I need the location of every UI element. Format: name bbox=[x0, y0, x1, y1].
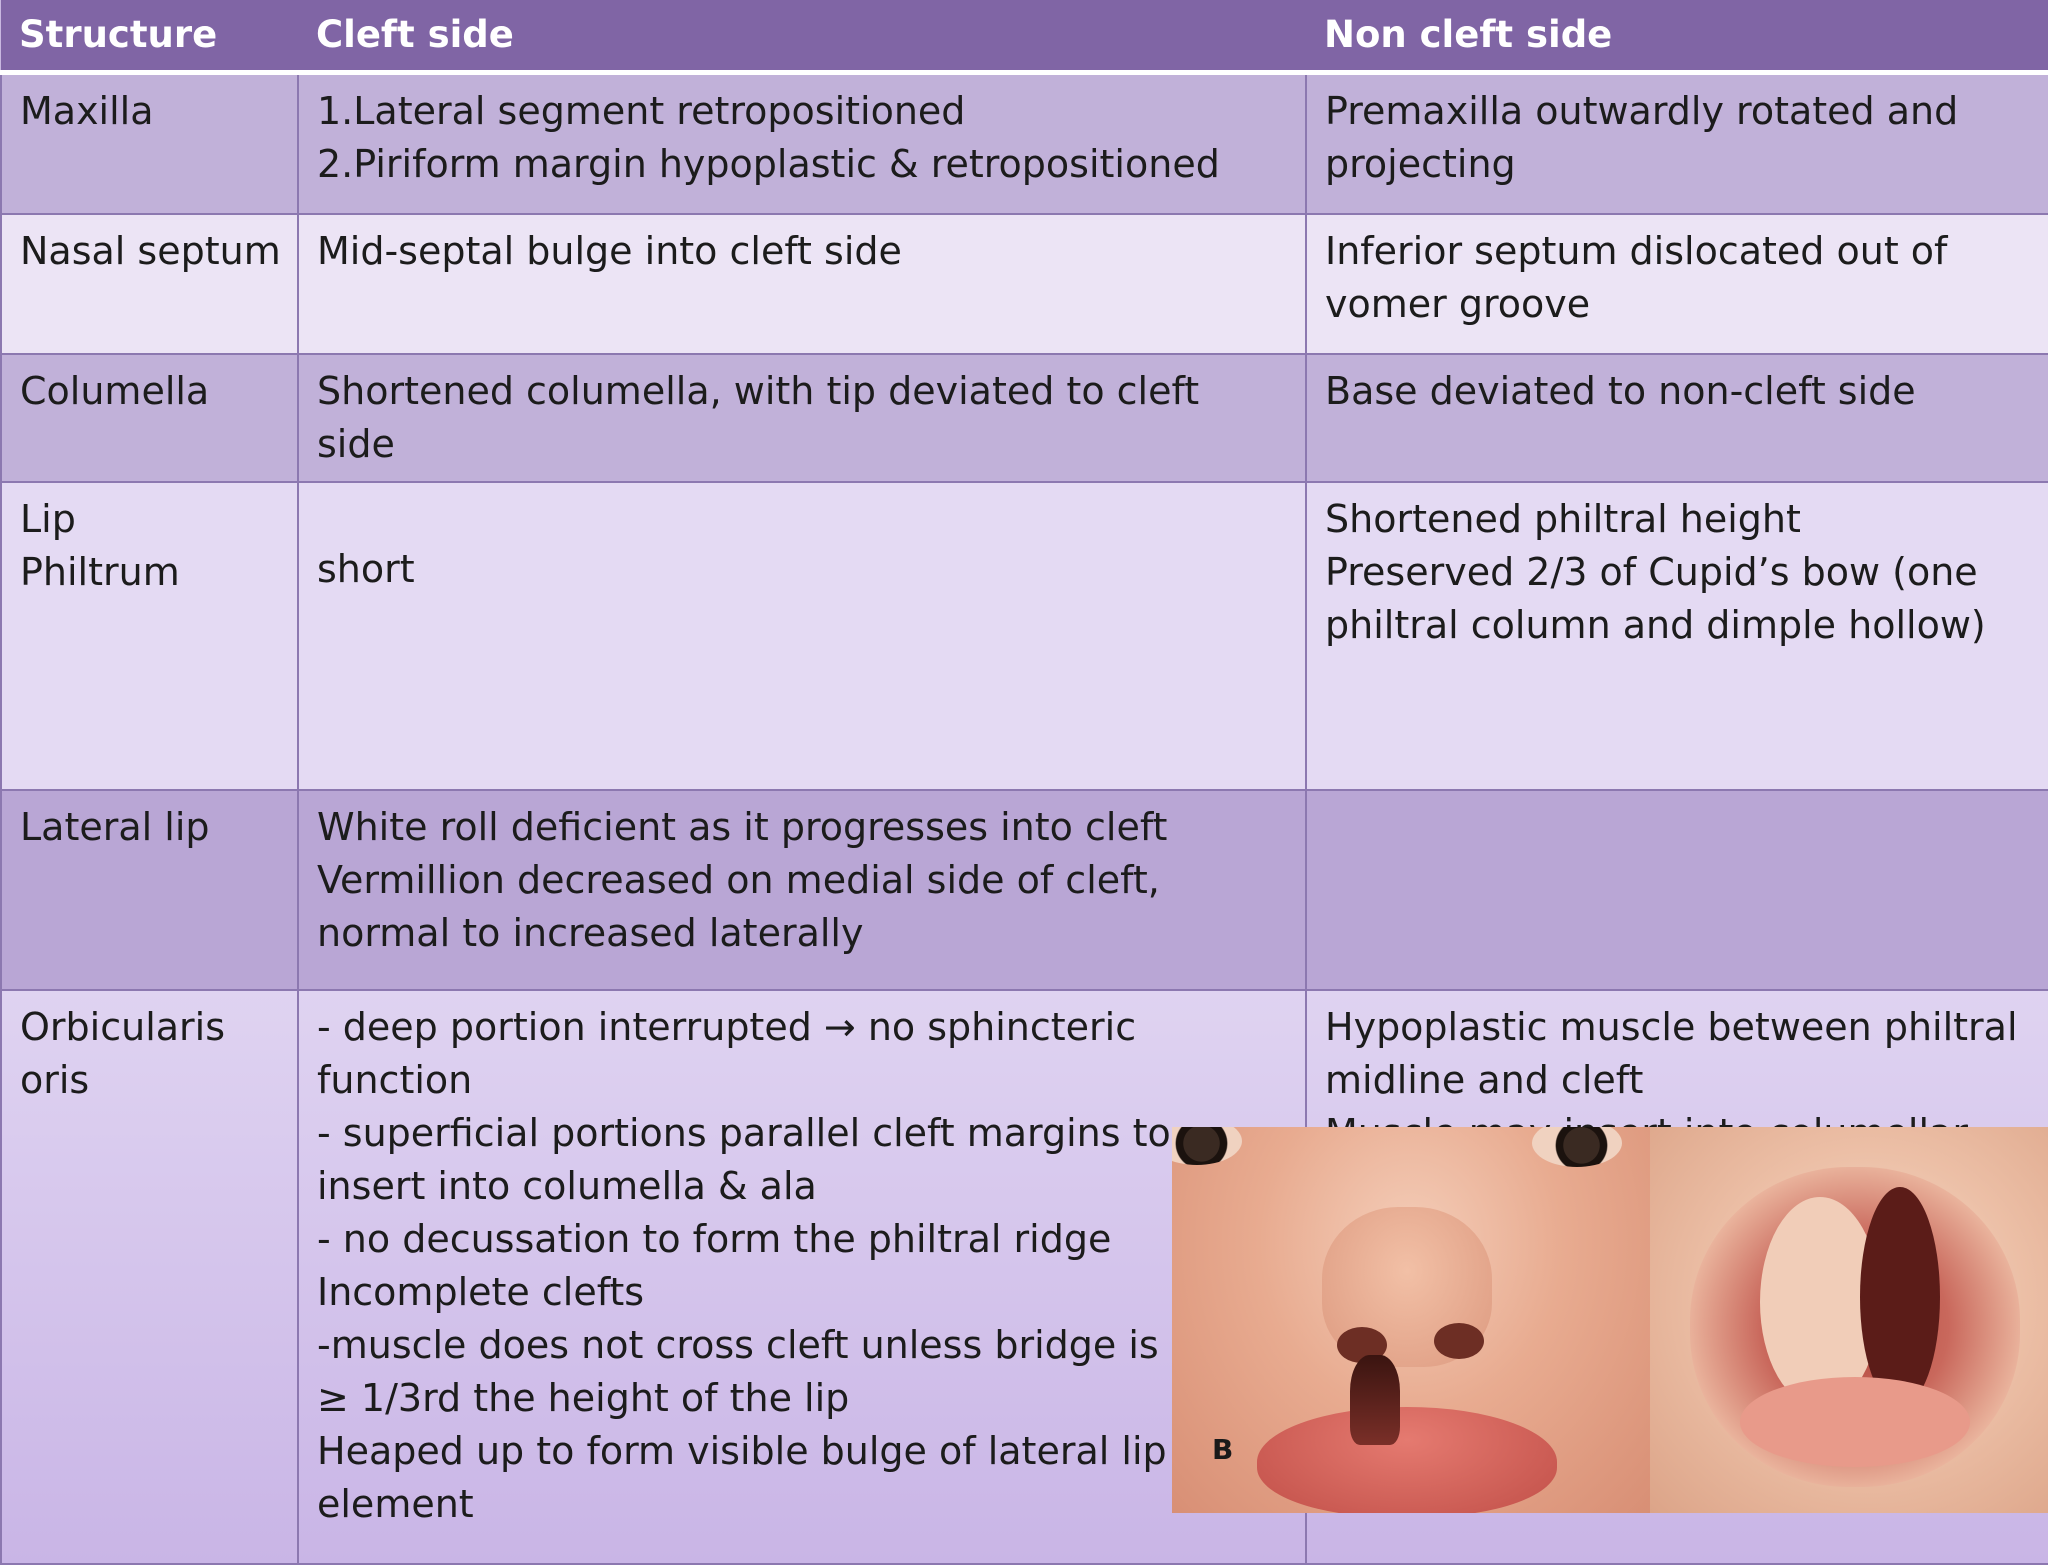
cleft-side-cell: short bbox=[298, 482, 1306, 790]
non-cleft-side-cell: Premaxilla outwardly rotated and projecting bbox=[1306, 73, 2048, 215]
photo-label: B bbox=[1212, 1433, 1234, 1466]
header-structure: Structure bbox=[1, 0, 298, 73]
table-row bbox=[1, 214, 2048, 354]
header-cleft-side: Cleft side bbox=[298, 0, 1306, 73]
table-row bbox=[1, 790, 2048, 990]
table-row bbox=[1, 73, 2048, 215]
non-cleft-side-cell bbox=[1306, 790, 2048, 990]
cleft-side-cell: Shortened columella, with tip deviated to cleft side bbox=[298, 354, 1306, 482]
eye-icon bbox=[1172, 1127, 1242, 1165]
table-row bbox=[1, 482, 2048, 790]
header-row bbox=[1, 0, 2048, 73]
non-cleft-side-cell: Hypoplastic muscle between philtral midline and cleft bbox=[1306, 990, 2048, 1564]
structure-cell: Lip Philtrum bbox=[1, 482, 298, 790]
structure-cell: Nasal septum bbox=[1, 214, 298, 354]
cleft-palate-photo bbox=[1650, 1127, 2048, 1513]
eye-icon bbox=[1532, 1127, 1622, 1167]
cleft-side-cell: 1.Lateral segment retropositioned 2.Piriform margin hypoplastic & retropositioned bbox=[298, 73, 1306, 215]
lip-shape bbox=[1257, 1407, 1557, 1513]
cleft-side-cell: - deep portion interrupted → no sphincteric function - superficial portions parallel cleft margins to insert into columella & ala - no decussation to form the philtral ridge Incomplete clefts -muscle does not cross cleft unless bridge is ≥ 1/3rd the height of the lip Heaped up to form visible bulge of lateral lip element bbox=[298, 990, 1306, 1564]
structure-cell: Maxilla bbox=[1, 73, 298, 215]
non-cleft-side-cell: Shortened philtral height Preserved 2/3 of Cupid’s bow (one philtral column and dimple hollow) bbox=[1306, 482, 2048, 790]
cleft-side-cell: White roll deficient as it progresses into cleft Vermillion decreased on medial side of cleft, normal to increased laterally bbox=[298, 790, 1306, 990]
tongue-shape bbox=[1740, 1377, 1970, 1467]
structure-cell: Orbicularis oris bbox=[1, 990, 298, 1564]
table-row bbox=[1, 354, 2048, 482]
cleft-side-cell: Mid-septal bulge into cleft side bbox=[298, 214, 1306, 354]
cleft-lip-photo bbox=[1172, 1127, 2048, 1513]
cleft-gap-shape bbox=[1350, 1355, 1400, 1445]
structure-cell: Lateral lip bbox=[1, 790, 298, 990]
non-cleft-side-cell: Inferior septum dislocated out of vomer groove bbox=[1306, 214, 2048, 354]
structure-cell: Columella bbox=[1, 354, 298, 482]
nostril-shape bbox=[1434, 1323, 1484, 1359]
infant-face-photo bbox=[1172, 1127, 1650, 1513]
non-cleft-side-cell: Base deviated to non-cleft side bbox=[1306, 354, 2048, 482]
palatal-cleft-shape bbox=[1860, 1187, 1940, 1407]
header-non-cleft-side: Non cleft side bbox=[1306, 0, 2048, 73]
